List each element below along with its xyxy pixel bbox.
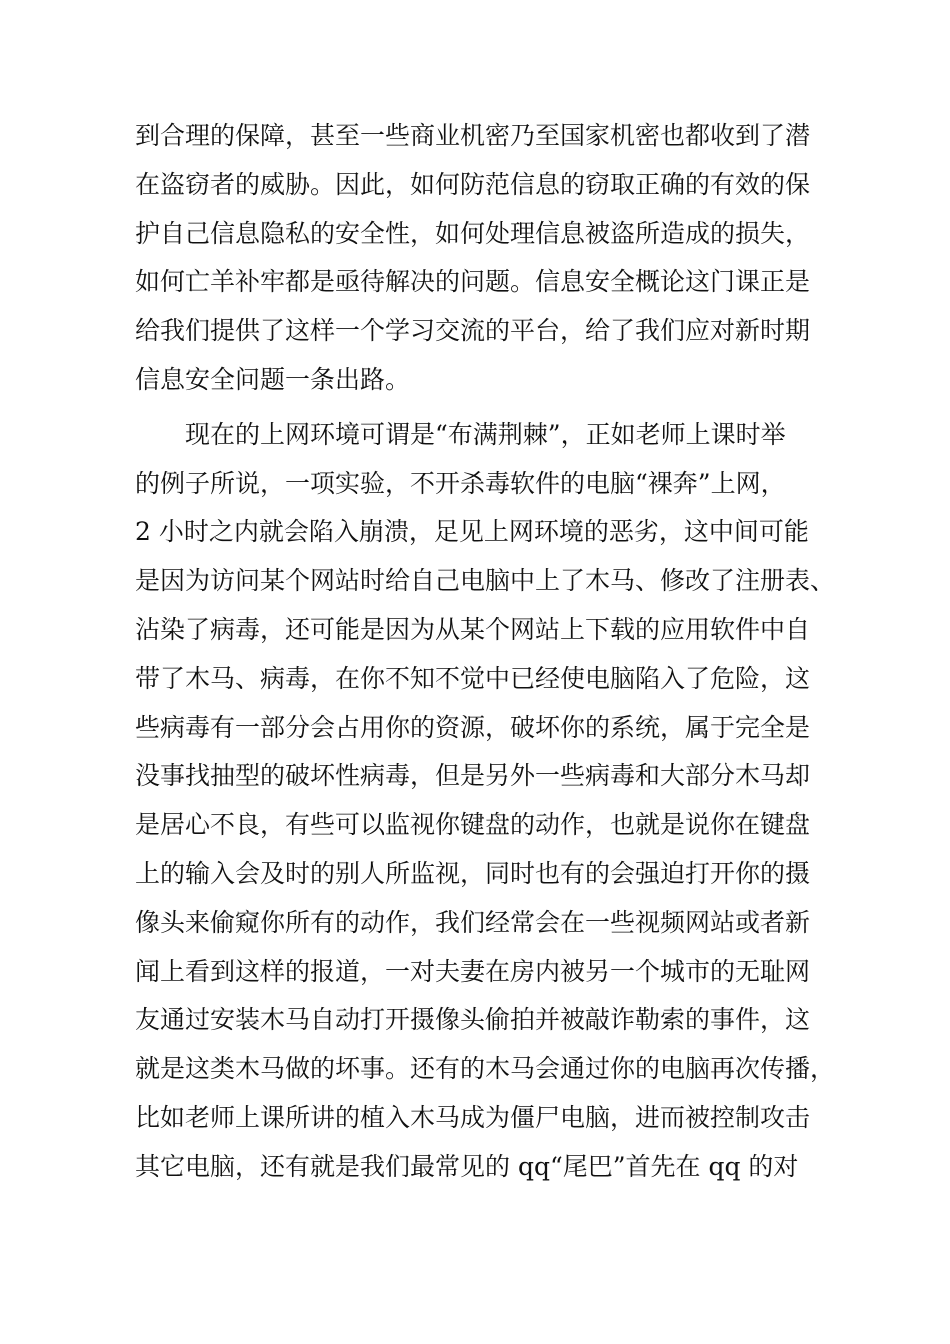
text-line: 上的输入会及时的别人所监视，同时也有的会强迫打开你的摄 — [135, 858, 811, 888]
text-line: 沾染了病毒，还可能是因为从某个网站上下载的应用软件中自 — [135, 614, 811, 644]
text-line: 给我们提供了这样一个学习交流的平台，给了我们应对新时期 — [135, 316, 811, 346]
text-line: 闻上看到这样的报道，一对夫妻在房内被另一个城市的无耻网 — [135, 956, 811, 986]
text-line: 没事找抽型的破坏性病毒，但是另外一些病毒和大部分木马却 — [135, 761, 811, 791]
text-line: 到合理的保障，甚至一些商业机密乃至国家机密也都收到了潜 — [135, 121, 811, 150]
text-line: 其它电脑，还有就是我们最常见的 qq“尾巴”首先在 qq 的对 — [135, 1151, 799, 1181]
paragraph-1 — [135, 112, 835, 405]
body-text — [135, 112, 835, 1192]
text-line: 比如老师上课所讲的植入木马成为僵尸电脑，进而被控制攻击 — [135, 1102, 811, 1132]
text-line: 带了木马、病毒，在你不知不觉中已经使电脑陷入了危险，这 — [135, 663, 811, 693]
text-line: 如何亡羊补牢都是亟待解决的问题。信息安全概论这门课正是 — [135, 267, 811, 297]
text-line: 是因为访问某个网站时给自己电脑中上了木马、修改了注册表、 — [135, 566, 836, 596]
text-line: 的例子所说，一项实验，不开杀毒软件的电脑“裸奔”上网， — [135, 468, 786, 498]
text-line: 2 小时之内就会陷入崩溃，足见上网环境的恶劣，这中间可能 — [135, 517, 809, 547]
text-line: 是居心不良，有些可以监视你键盘的动作，也就是说你在键盘 — [135, 810, 811, 840]
text-line: 些病毒有一部分会占用你的资源，破坏你的系统，属于完全是 — [135, 712, 811, 742]
text-line: 信息安全问题一条出路。 — [135, 364, 411, 394]
text-line: 友通过安装木马自动打开摄像头偷拍并被敲诈勒索的事件，这 — [135, 1005, 811, 1035]
text-line: 就是这类木马做的坏事。还有的木马会通过你的电脑再次传播， — [135, 1054, 836, 1084]
text-line: 像头来偷窥你所有的动作，我们经常会在一些视频网站或者新 — [135, 907, 811, 937]
text-line: 护自己信息隐私的安全性，如何处理信息被盗所造成的损失， — [135, 218, 811, 248]
text-line: 在盗窃者的威胁。因此，如何防范信息的窃取正确的有效的保 — [135, 169, 811, 199]
text-line-first: 现在的上网环境可谓是“布满荆棘”，正如老师上课时举 — [185, 419, 786, 449]
paragraph-2 — [135, 411, 835, 1192]
